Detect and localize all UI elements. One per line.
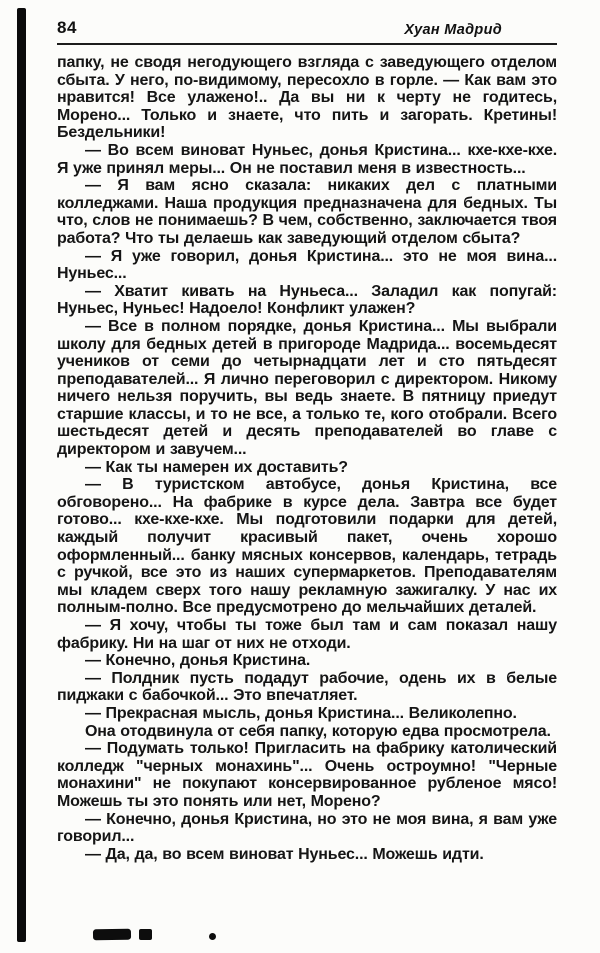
paragraph: — Конечно, донья Кристина. (85, 652, 311, 670)
binding-scan-bar (17, 8, 26, 942)
paragraph: папку, не сводя негодующего взгляда с заведующего отделом сбыта. У него, по-видимому, пересохло в горле. — Как вам это нравится! Все улажено!.. Да вы ни к черту не годитесь, Морено... Только и знаете, что пить и загорать. Кретины! Бездельники! (57, 54, 557, 142)
paragraph: — Как ты намерен их доставить? (85, 458, 348, 476)
running-head-author: Хуан Мадрид (404, 22, 502, 38)
paragraph: — Подумать только! Пригласить на фабрику католический колледж "черных монахинь"... Очень остроумно! "Черные монахини" не покупают консервированное рубленое мясо! Можешь ты это понять или нет, Морено? (57, 740, 557, 810)
page-number: 84 (57, 18, 77, 37)
paragraph: — Я уже говорил, донья Кристина... это не моя вина... Нуньес... (57, 247, 557, 283)
paragraph: — Конечно, донья Кристина, но это не моя вина, я вам уже говорил... (57, 810, 557, 846)
paragraph: — Прекрасная мысль, донья Кристина... Великолепно. (85, 704, 517, 722)
paragraph: — Да, да, во всем виноват Нуньес... Можешь идти. (85, 845, 484, 863)
paragraph: — Хватит кивать на Нуньеса... Заладил как попугай: Нуньес, Нуньес! Надоело! Конфликт улажен? (57, 282, 557, 318)
paragraph: — Я вам ясно сказала: никаких дел с платными колледжами. Наша продукция предназначена для бедных. Ты что, слов не понимаешь? В чем, собственно, заключается твоя работа? Что ты делаешь как заведующий отделом сбыта? (57, 177, 557, 247)
ink-smudge (139, 929, 152, 940)
paragraph: — Все в полном порядке, донья Кристина... Мы выбрали школу для бедных детей в пригороде Мадрида... восемьдесят учеников от семи до четырнадцати лет и сто пятьдесят преподавателей... Я лично переговорил с директором. Никому ничего нельзя поручить, вы ведь знаете. В пятницу приедут старшие классы, и то не все, а только те, кого отобрали. Всего шестьдесят детей и десять преподавателей во главе с директором и завучем... (57, 317, 557, 459)
page-content-area (57, 18, 557, 863)
text-column (57, 54, 557, 863)
paragraph: — В туристском автобусе, донья Кристина, все обговорено... На фабрике в курсе дела. Завтра все будет готово... кхе-кхе-кхе. Мы подготовили подарки для детей, каждый получит красивый пакет, очень хорошо оформленный... банку мясных консервов, календарь, тетрадь с ручкой, все это из наших супермаркетов. Преподавателям мы кладем сверх того нашу рекламную зажигалку. У нас их полным-полно. Все предусмотрено до мельчайших деталей. (57, 476, 557, 617)
paragraph: — Во всем виноват Нуньес, донья Кристина... кхе-кхе-кхе. Я уже принял меры... Он не поставил меня в известность... (57, 141, 557, 177)
running-header (57, 18, 557, 45)
paragraph: — Я хочу, чтобы ты тоже был там и сам показал нашу фабрику. Ни на шаг от них не отходи. (57, 617, 557, 652)
paragraph: — Полдник пусть подадут рабочие, одень их в белые пиджаки с бабочкой... Это впечатляет. (57, 669, 557, 705)
ink-smudge (209, 933, 216, 940)
ink-smudge (93, 929, 131, 941)
paragraph: Она отодвинула от себя папку, которую едва просмотрела. (85, 722, 551, 740)
